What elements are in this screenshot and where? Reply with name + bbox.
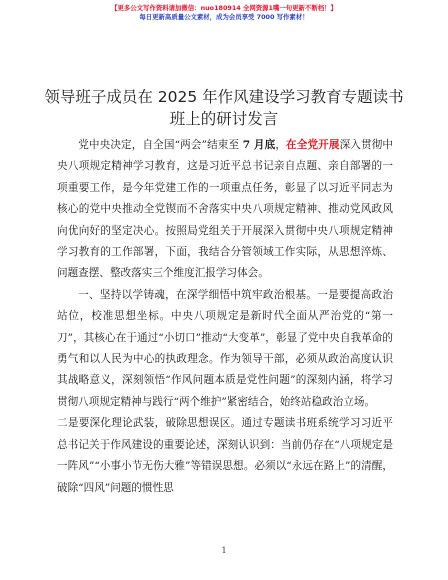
intro-comma: ，: [275, 139, 287, 151]
intro-text-e: 深入贯彻中央八项规定精神学习教育，这是习近平总书记亲自点题、亲自部署的一项重要工作，是今年党建工作的一项重点任务，彰显了以习近平同志为核心的党中央推动全党锲而不舍落实中央八项规定精神、推动党风政风向优向好的坚定决心。按照局党组关于开展深入贯彻中央八项规定精神学习教育的工作部署，下面，我结合分管领域工作实际，从思想淬炼、问题查摆、整改落实三个维度汇报学习体会。: [57, 139, 394, 280]
banner-line-1: 【更多公文写作资料请加微信：nuo180914 全网资源1嘴一句更新不断档！】: [111, 4, 337, 12]
banner-line-2: 每日更新高质量公文素材，成为会员享受 7000 写作素材！: [139, 13, 309, 21]
document-body: [57, 135, 393, 499]
intro-text-a: 党中央决定，自全国“两会”结束至: [78, 139, 243, 151]
paragraph-point-two: 二是要深化理论武装，破除思想误区。通过专题读书班系统学习习近平总书记关于作风建设的重要论述，深刻认识到：当前仍存在“八项规定是一阵风”“小事小节无伤大雅”等错误思想。必须以“永远在路上”的清醒，破除“四风”问题的惯性思: [57, 417, 393, 494]
document-title: 领导班子成员在 2025 年作风建设学习教育专题读书班上的研讨发言: [44, 88, 404, 128]
paragraph-intro: [57, 135, 393, 285]
intro-highlight: 在全党开展: [286, 139, 340, 151]
header-banner: [0, 4, 448, 22]
page-number: 1: [221, 546, 227, 555]
paragraph-section-one: 一、坚持以学铸魂，在深学细悟中筑牢政治根基。一是要提高政治站位，校准思想坐标。中央八项规定是新时代全面从严治党的“第一刀”，其核心在于通过“小切口”推动“大变革”，彰显了党中央自我革命的勇气和以人民为中心的执政理念。作为领导干部，必须从政治高度认识其战略意义，深刻领悟“作风问题本质是党性问题”的深刻内涵，将学习贯彻八项规定精神与践行“两个维护”紧密结合，始终站稳政治立场。: [57, 288, 393, 408]
intro-date: 7 月底: [242, 139, 276, 151]
